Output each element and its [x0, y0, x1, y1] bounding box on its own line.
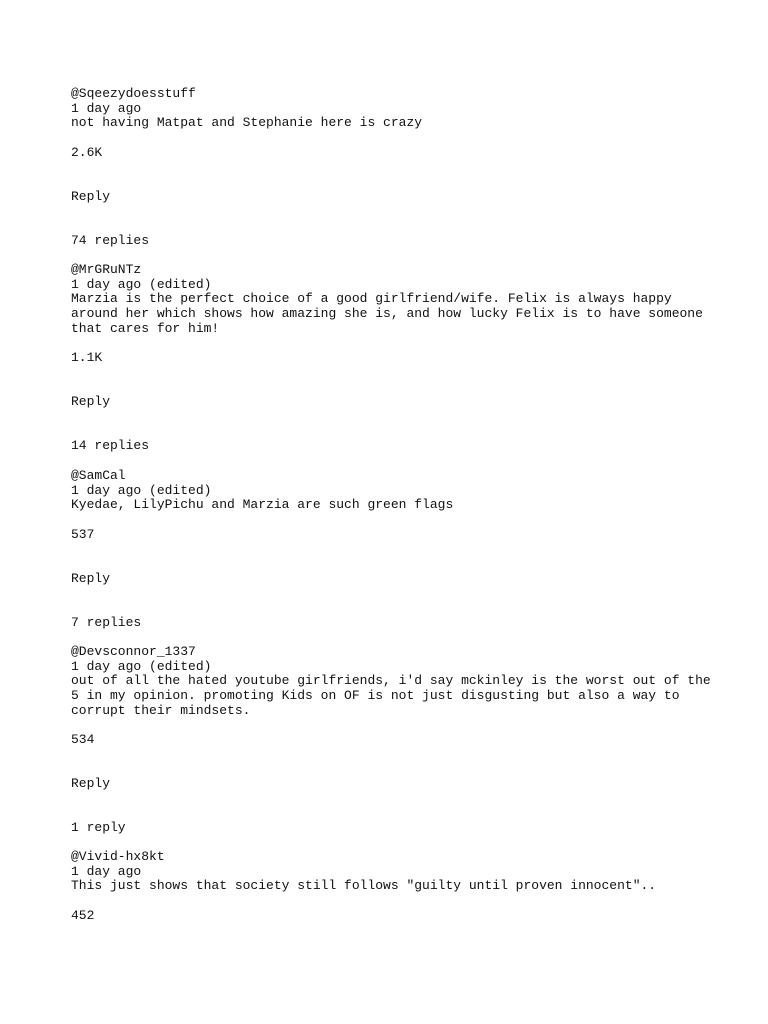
comment-5	[71, 849, 711, 923]
comment-2	[71, 262, 711, 453]
comment-author[interactable]: @Sqeezydoesstuff	[71, 86, 196, 101]
like-count: 1.1K	[71, 350, 103, 365]
comment-3	[71, 468, 711, 630]
like-count: 537	[71, 527, 95, 542]
comment-author[interactable]: @MrGRuNTz	[71, 262, 142, 277]
comment-text: This just shows that society still follows "guilty until proven innocent"..	[71, 878, 657, 894]
reply-button[interactable]: Reply	[71, 394, 111, 409]
comment-timestamp[interactable]: 1 day ago (edited)	[71, 658, 212, 674]
comment-text: out of all the hated youtube girlfriends, i'd say mckinley is the worst out of the 5 in my opinion. promoting Kids on OF is not just disgusting but also a way to corrupt their mindsets.	[71, 673, 711, 718]
comment-text: Marzia is the perfect choice of a good girlfriend/wife. Felix is always happy around her which shows how amazing she is, and how lucky Felix is to have someone that cares for him!	[71, 291, 703, 336]
comment-1	[71, 86, 711, 248]
view-replies-button[interactable]: 7 replies	[71, 615, 142, 630]
comment-timestamp[interactable]: 1 day ago	[71, 863, 142, 879]
reply-button[interactable]: Reply	[71, 189, 111, 204]
like-count: 452	[71, 908, 95, 923]
comment-text: not having Matpat and Stephanie here is crazy	[71, 115, 423, 131]
view-replies-button[interactable]: 74 replies	[71, 233, 150, 248]
view-replies-button[interactable]: 14 replies	[71, 438, 150, 453]
reply-button[interactable]: Reply	[71, 571, 111, 586]
comment-4	[71, 644, 711, 835]
comment-author[interactable]: @Vivid-hx8kt	[71, 849, 165, 864]
comment-timestamp[interactable]: 1 day ago (edited)	[71, 276, 212, 292]
comment-text: Kyedae, LilyPichu and Marzia are such green flags	[71, 497, 454, 513]
comment-author[interactable]: @SamCal	[71, 468, 126, 483]
reply-button[interactable]: Reply	[71, 776, 111, 791]
view-replies-button[interactable]: 1 reply	[71, 820, 126, 835]
comment-timestamp[interactable]: 1 day ago	[71, 100, 142, 116]
like-count: 2.6K	[71, 145, 103, 160]
comment-author[interactable]: @Devsconnor_1337	[71, 644, 196, 659]
like-count: 534	[71, 732, 95, 747]
comment-timestamp[interactable]: 1 day ago (edited)	[71, 482, 212, 498]
